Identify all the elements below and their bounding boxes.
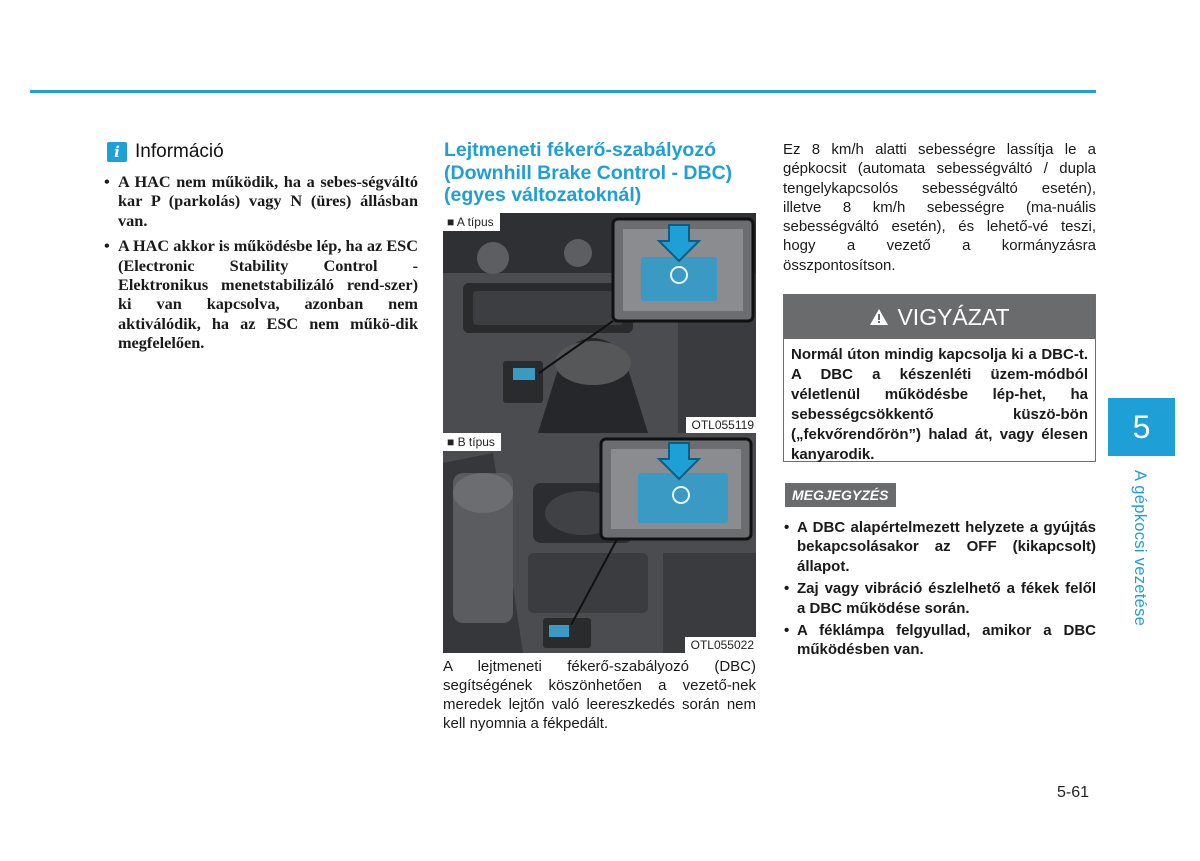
note-list [783,518,1096,663]
note-item: • Zaj vagy vibráció észlelhető a fékek felől a DBC működése során. [783,579,1096,618]
info-item: • A HAC nem működik, ha a sebes-ségváltó kar P (parkolás) vagy N (üres) állásban van. [104,172,418,230]
console-illustration-b [443,433,756,653]
photo-type-a [443,213,756,433]
photo-code: OTL055022 [685,637,756,653]
note-tag: MEGJEGYZÉS [785,483,896,507]
top-rule [30,90,1096,93]
photo-code: OTL055119 [686,417,757,433]
chapter-title: A gépkocsi vezetése [1131,470,1149,627]
photo-label: ■ B típus [443,433,501,451]
page-number: 5-61 [1057,784,1090,801]
dbc-description: A lejtmeneti fékerő-szabályozó (DBC) segítségének köszönhetően a vezető-nek meredek lejtőn való leereszkedés során nem kell nyomnia a fékpedált. [443,658,756,732]
console-illustration-a [443,213,756,433]
note-item: • A DBC alapértelmezett helyzete a gyújtás bekapcsolásakor az OFF (kikapcsolt) állapot. [783,518,1096,576]
info-icon: i [107,142,127,162]
chapter-number-tab: 5 [1108,398,1175,456]
info-list [104,172,418,359]
section-title: Lejtmeneti fékerő-szabályozó (Downhill Brake Control - DBC) (egyes változatoknál) [444,139,733,206]
photo-type-b [443,433,756,653]
info-heading [107,141,224,163]
caution-box [783,294,1096,462]
speed-description: Ez 8 km/h alatti sebességre lassítja le a gépkocsit (automata sebességváltó / dupla tengelykapcsolós sebességváltó esetén), illetve 8 km/h sebességre (ma-nuális sebességváltó esetén), és lehető-vé teszi, hogy a vezető a kormányzásra összpontosítson. [783,141,1096,274]
info-item: • A HAC akkor is működésbe lép, ha az ESC (Electronic Stability Control - Elektronikus menetstabilizáló rend-szer) ki van kapcsolva, azonban nem aktiválódik, ha az ESC nem műkö-dik megfelelően. [104,236,418,352]
info-title: Információ [135,141,224,162]
caution-header [784,295,1095,339]
caution-text: Normál úton mindig kapcsolja ki a DBC-t. A DBC a készenléti üzem-módból véletlenül működésbe lép-het, ha sebességcsökkentő küszö-bön („fekvőrendőrön”) halad át, vagy élesen kanyarodik. [791,346,1088,463]
caution-title: VIGYÁZAT [897,303,1010,330]
warning-triangle-icon [869,308,889,326]
note-item: • A féklámpa felgyullad, amikor a DBC működésben van. [783,621,1096,660]
photo-label: ■ A típus [443,213,500,231]
